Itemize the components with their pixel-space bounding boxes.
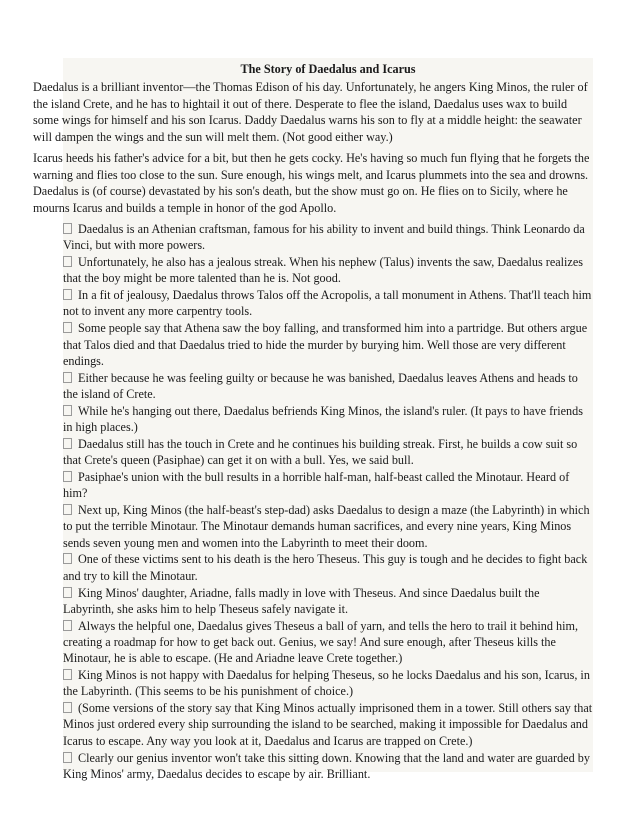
bullet-text: Daedalus still has the touch in Crete and he continues his building streak. First, he builds a cow suit so that Crete's queen (Pasiphae) can get it on with a bull. Yes, we said bull.: [63, 436, 578, 468]
bullet-box-icon: [63, 438, 72, 449]
bullet-box-icon: [63, 256, 72, 267]
bullet-item: [63, 618, 593, 667]
bullet-text: While he's hanging out there, Daedalus befriends King Minos, the island's ruler. (It pays to have friends in high places.): [63, 403, 583, 435]
bullet-text: One of these victims sent to his death is the hero Theseus. This guy is tough and he decides to fight back and try to kill the Minotaur.: [63, 552, 588, 583]
bullet-text: In a fit of jealousy, Daedalus throws Talos off the Acropolis, a tall monument in Athens. That'll teach him not to invent any more carpentry tools.: [63, 288, 592, 319]
bullet-text: Always the helpful one, Daedalus gives Theseus a ball of yarn, and tells the hero to trail it behind him, creating a roadmap for how to get back out. Genius, we say! And sure enough, after Theseus kills the Minotaur, he is able to escape. (He and Ariadne leave Crete together.): [63, 618, 579, 666]
bullet-box-icon: [63, 504, 72, 515]
bullet-box-icon: [63, 223, 72, 234]
bullet-item: [63, 287, 593, 320]
bullet-item: [63, 667, 593, 700]
bullet-list: [63, 221, 593, 782]
paragraph: Daedalus is a brilliant inventor—the Thomas Edison of his day. Unfortunately, he angers King Minos, the ruler of the island Crete, and he has to hightail it out of there. Desperate to flee the island, Daedalus uses wax to build some wings for himself and his son Icarus. Daddy Daedalus warns his son to fly at a middle height: the seawater will dampen the wings and the sun will melt them. (Not good either way.): [33, 80, 588, 144]
bullet-text: Some people say that Athena saw the boy falling, and transformed him into a partridge. But others argue that Talos died and that Daedalus tried to hide the murder by burying him. Well those are very different endings.: [63, 321, 588, 368]
bullet-box-icon: [63, 405, 72, 416]
bullet-item: [63, 254, 593, 287]
bullet-item: [63, 403, 593, 436]
bullet-text: Either because he was feeling guilty or because he was banished, Daedalus leaves Athens and heads to the island of Crete.: [63, 370, 578, 401]
bullet-item: [63, 700, 593, 749]
bullet-item: [63, 436, 593, 469]
bullet-text: King Minos' daughter, Ariadne, falls madly in love with Theseus. And since Daedalus built the Labyrinth, she asks him to help Theseus safely navigate it.: [63, 585, 540, 616]
bullet-item: [63, 320, 593, 369]
bullet-text: Next up, King Minos (the half-beast's step-dad) asks Daedalus to design a maze (the Labyrinth) in which to put the terrible Minotaur. The Minotaur demands human sacrifices, and every nine years, King Minos sends seven young men and women into the Labyrinth to meet their doom.: [63, 503, 590, 550]
bullet-text: Pasiphae's union with the bull results in a horrible half-man, half-beast called the Minotaur. Heard of him?: [63, 469, 570, 501]
bullet-item: [63, 370, 593, 403]
bullet-item: [63, 551, 593, 584]
bullet-item: [63, 585, 593, 618]
bullet-text: Clearly our genius inventor won't take this sitting down. Knowing that the land and water are guarded by King Minos' army, Daedalus decides to escape by air. Brilliant.: [63, 750, 590, 781]
document-title: The Story of Daedalus and Icarus: [240, 62, 416, 76]
bullet-text: (Some versions of the story say that King Minos actually imprisoned them in a tower. Still others say that Minos just ordered every ship surrounding the island to be searched, making it impossible for Daedalus and Icarus to escape. Any way you look at it, Daedalus and Icarus are trapped on Crete.): [63, 701, 593, 748]
bullet-box-icon: [63, 620, 72, 631]
bullet-box-icon: [63, 702, 72, 713]
bullet-text: Unfortunately, he also has a jealous streak. When his nephew (Talus) invents the saw, Daedalus realizes that the boy might be more talented than he is. Not good.: [63, 255, 583, 286]
bullet-text: Daedalus is an Athenian craftsman, famous for his ability to invent and build things. Think Leonardo da Vinci, but with more powers.: [63, 222, 585, 253]
document-body: [33, 58, 593, 781]
bullet-box-icon: [63, 471, 72, 482]
bullet-box-icon: [63, 587, 72, 598]
bullet-item: [63, 502, 593, 551]
bullet-item: [63, 750, 593, 783]
bullet-item: [63, 469, 593, 502]
bullet-box-icon: [63, 669, 72, 680]
bullet-box-icon: [63, 372, 72, 383]
bullet-box-icon: [63, 289, 72, 300]
bullet-box-icon: [63, 553, 72, 564]
bullet-item: [63, 221, 593, 254]
bullet-text: King Minos is not happy with Daedalus for helping Theseus, so he locks Daedalus and his son, Icarus, in the Labyrinth. (This seems to be his punishment of choice.): [63, 668, 590, 699]
paragraph: Icarus heeds his father's advice for a bit, but then he gets cocky. He's having so much fun flying that he forgets the warning and flies too close to the sun. Sure enough, his wings melt, and Icarus plummets into the sea and drowns. Daedalus is (of course) devastated by his son's death, but the show must go on. He flies on to Sicily, where he mourns Icarus and builds a temple in honor of the god Apollo.: [33, 151, 590, 215]
bullet-box-icon: [63, 752, 72, 763]
bullet-box-icon: [63, 322, 72, 333]
